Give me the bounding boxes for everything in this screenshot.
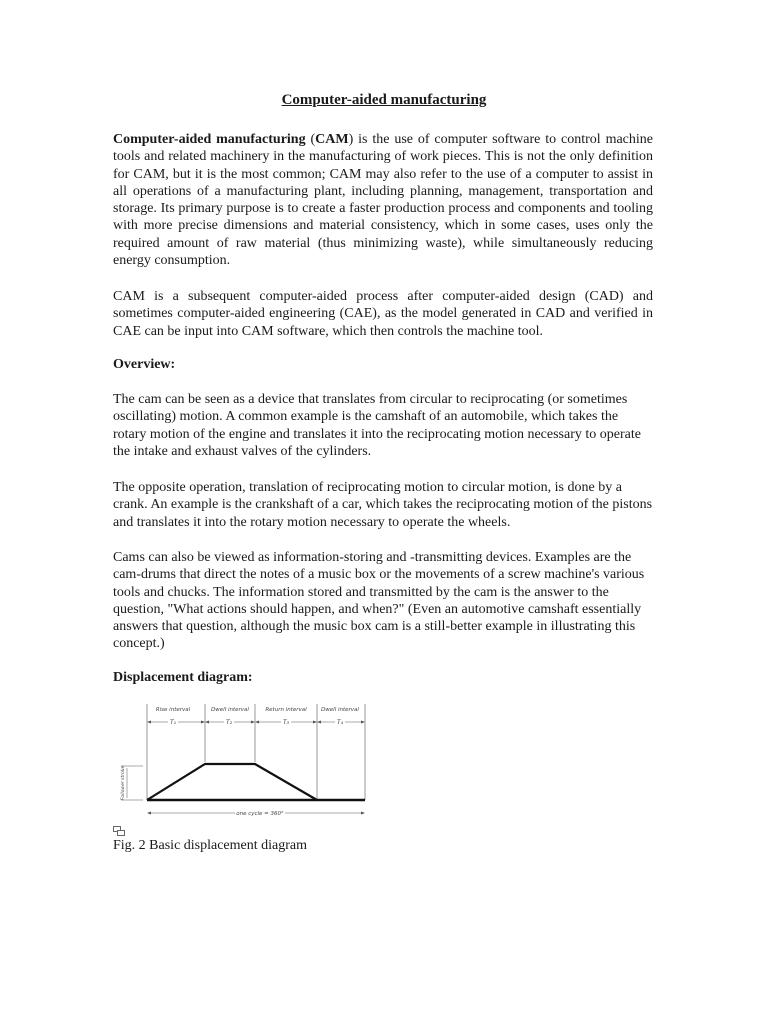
intro-abbr: CAM [315,132,349,147]
time-label-4: T₄ [336,719,344,726]
time-label-1: T₁ [169,719,177,726]
follower-stroke-label: Follower stroke [121,765,126,801]
interval-label-dwell-2: Dwell interval [321,707,359,713]
overview-paragraph-3: Cams can also be viewed as information-storing and -transmitting devices. Examples are the cam-drums that direct the notes of a music box or the movements of a screw machine's various tools and chucks. The information stored and transmitted by the cam is the answer to the question, "What actions should happen, and when?" (Even an automotive camshaft essentially answers that question, although the music box cam is a still-better example in illustrating this concept.) [113,550,645,652]
interval-label-rise: Rise interval [155,707,191,713]
overview-heading: Overview: [113,357,176,372]
figure-caption: Fig. 2 Basic displacement diagram [113,838,308,853]
intro-term: Computer-aided manufacturing [113,132,306,147]
displacement-heading: Displacement diagram: [113,670,253,685]
overview-paragraph-1: The cam can be seen as a device that translates from circular to reciprocating (or sometimes oscillating) motion. A common example is the camshaft of an automobile, which takes the rotary motion of the engine and translates it into the reciprocating motion necessary to operate the intake and exhaust valves of the cylinders. [113,392,641,459]
interval-dividers [147,704,365,800]
intro-text: ) is the use of computer software to control machine tools and related machinery in the manufacturing of work pieces. This is not the only definition for CAM, but it is the most common; CAM may also refer to the use of a computer to assist in all operations of a manufacturing plant, including planning, management, transportation and storage. Its primary purpose is to create a faster production process and components and tooling with more precise dimensions and material consistency, which in some cases, uses only the required amount of raw material (thus minimizing waste), while simultaneously reducing energy consumption. [113,132,653,269]
interval-label-return: Return interval [265,707,307,713]
image-anchor-icon[interactable] [113,826,125,836]
overview-paragraph-2: The opposite operation, translation of reciprocating motion to circular motion, is done by a crank. An example is the crankshaft of a car, which takes the reciprocating motion of the pistons and translates it into the rotary motion necessary to operate the wheels. [113,480,653,530]
time-label-3: T₃ [282,719,290,726]
time-label-2: T₂ [225,719,233,726]
interval-label-dwell-1: Dwell interval [211,707,249,713]
intro-open-paren: ( [305,132,316,147]
page-title: Computer-aided manufacturing [281,92,487,108]
intro-paragraph [113,131,653,269]
cad-cam-paragraph: CAM is a subsequent computer-aided process after computer-aided design (CAD) and sometimes computer-aided engineering (CAE), as the model generated in CAD and verified in CAE can be input into CAM software, which then controls the machine tool. [113,289,653,339]
displacement-diagram [113,700,368,825]
cycle-label: one cycle = 360° [236,811,284,817]
displacement-curve [147,764,317,800]
